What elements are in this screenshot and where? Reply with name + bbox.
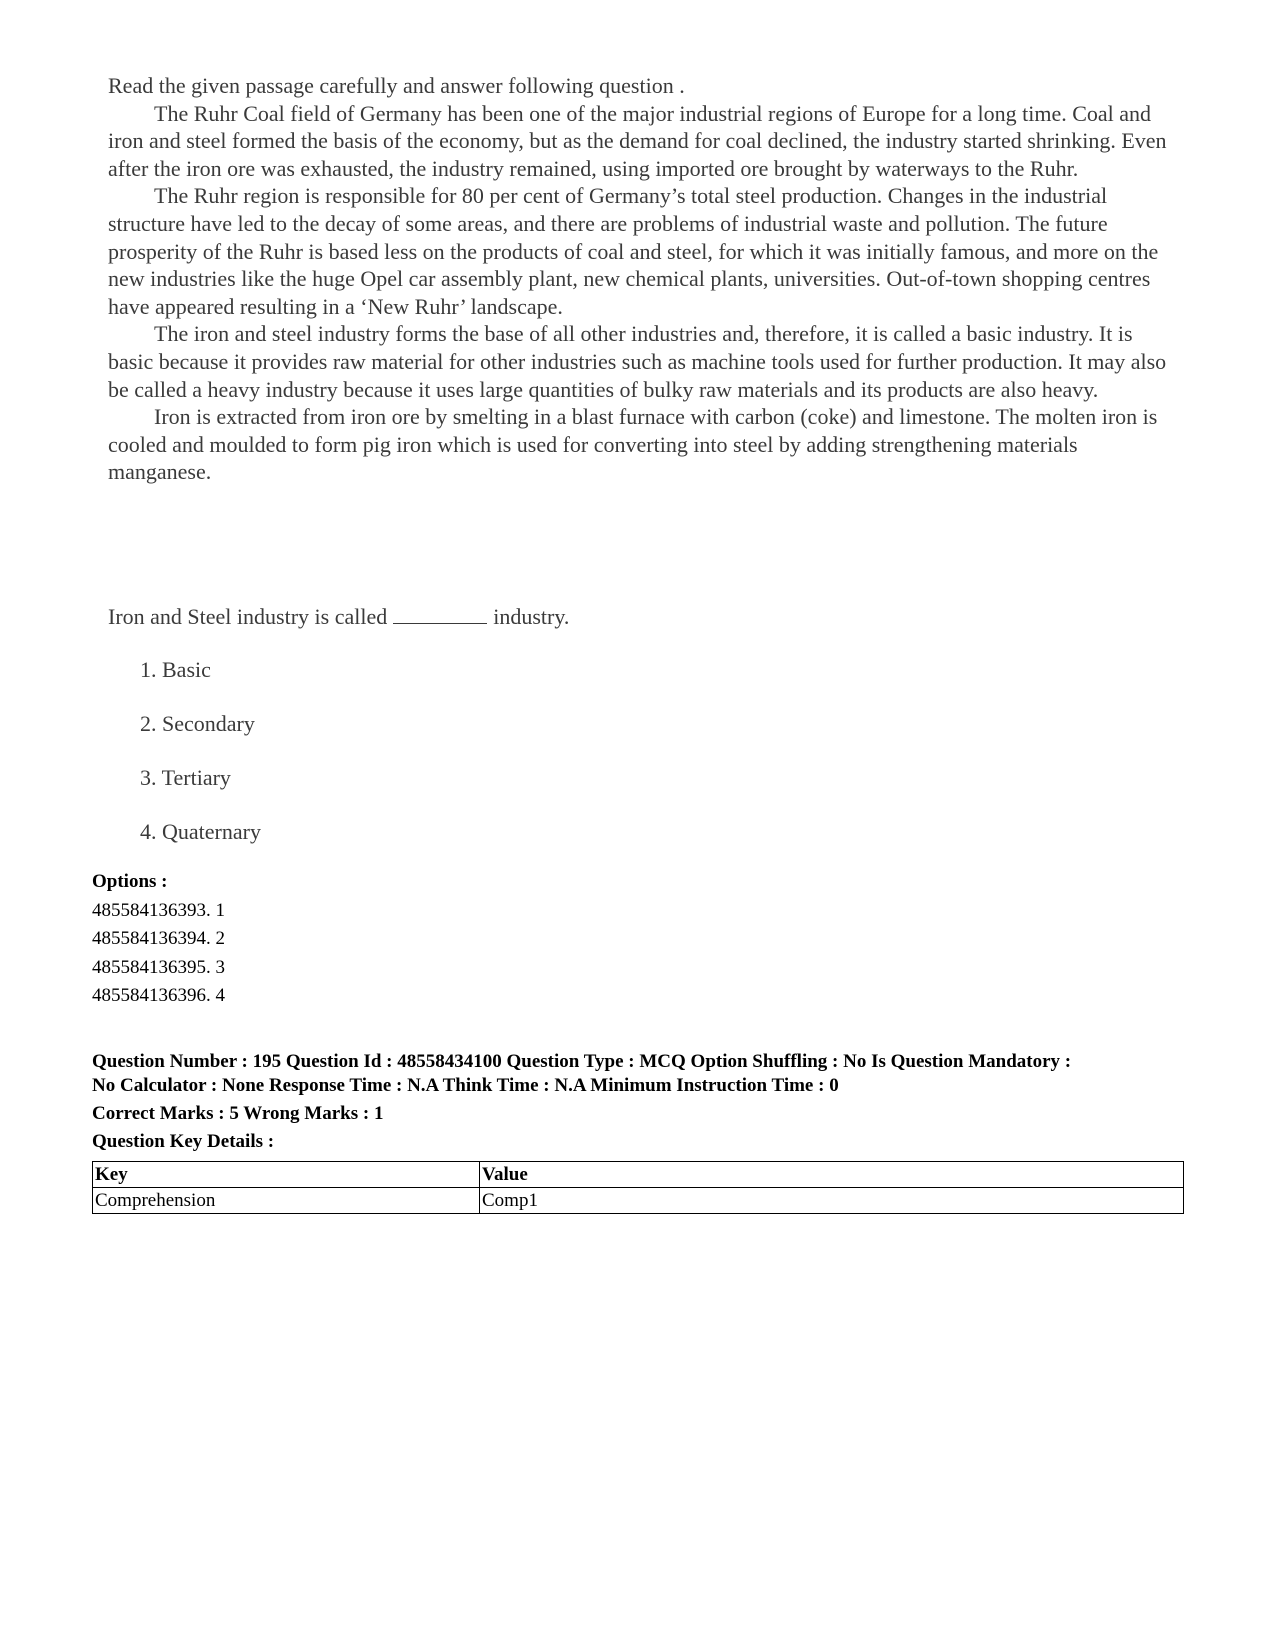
choice-1: 1. Basic bbox=[140, 657, 211, 682]
question-stem bbox=[108, 604, 569, 630]
passage-paragraph-1: The Ruhr Coal field of Germany has been one of the major industrial regions of Europe for a long time. Coal and iron and steel formed the basis of the economy, but as the demand for coal declined, the industry started shrinking. Even after the iron ore was exhausted, the industry remained, using imported ore brought by waterways to the Ruhr. bbox=[108, 100, 1167, 181]
option-item-2: 485584136394. 2 bbox=[92, 928, 225, 949]
question-meta bbox=[92, 1050, 1182, 1154]
passage-image bbox=[108, 72, 1178, 486]
key-details-table bbox=[92, 1161, 1184, 1214]
options-block bbox=[92, 868, 225, 1011]
choice-list bbox=[140, 658, 261, 874]
choice-3: 3. Tertiary bbox=[140, 765, 231, 790]
key-details-heading: Question Key Details : bbox=[92, 1131, 275, 1152]
table-row bbox=[93, 1188, 1184, 1214]
answer-blank bbox=[393, 605, 487, 624]
table-header-value: Value bbox=[480, 1162, 1184, 1188]
table-header-key: Key bbox=[93, 1162, 480, 1188]
question-stem-before: Iron and Steel industry is called bbox=[108, 604, 388, 629]
table-header-row bbox=[93, 1162, 1184, 1188]
option-item-3: 485584136395. 3 bbox=[92, 956, 225, 978]
table-cell-key: Comprehension bbox=[93, 1188, 480, 1214]
meta-line-1: Question Number : 195 Question Id : 48558434100 Question Type : MCQ Option Shuffling : No Is Question Mandatory : bbox=[92, 1051, 1072, 1072]
option-item-1: 485584136393. 1 bbox=[92, 899, 225, 921]
question-stem-after: industry. bbox=[493, 604, 570, 629]
passage-paragraph-3: The iron and steel industry forms the base of all other industries and, therefore, it is called a basic industry. It is basic because it provides raw material for other industries such as machine tools used for further production. It may also be called a heavy industry because it uses large quantities of bulky raw materials and its products are also heavy. bbox=[108, 321, 1167, 402]
passage-intro: Read the given passage carefully and answer following question . bbox=[108, 73, 685, 98]
options-heading: Options : bbox=[92, 871, 168, 892]
passage-paragraph-4: Iron is extracted from iron ore by smelting in a blast furnace with carbon (coke) and limestone. The molten iron is cooled and moulded to form pig iron which is used for converting into steel by adding strengthening materials manganese. bbox=[108, 404, 1158, 485]
option-item-4: 485584136396. 4 bbox=[92, 985, 225, 1006]
marks-line: Correct Marks : 5 Wrong Marks : 1 bbox=[92, 1103, 384, 1124]
passage-paragraph-2: The Ruhr region is responsible for 80 per cent of Germany’s total steel production. Changes in the industrial structure have led to the decay of some areas, and there are problems of industrial waste and pollution. The future prosperity of the Ruhr is based less on the products of coal and steel, for which it was initially famous, and more on the new industries like the huge Opel car assembly plant, new chemical plants, universities. Out-of-town shopping centres have appeared resulting in a ‘New Ruhr’ landscape. bbox=[108, 183, 1159, 319]
choice-2: 2. Secondary bbox=[140, 711, 255, 736]
table-cell-value: Comp1 bbox=[480, 1188, 1184, 1214]
meta-line-2: No Calculator : None Response Time : N.A Think Time : N.A Minimum Instruction Time : 0 bbox=[92, 1075, 839, 1096]
choice-4: 4. Quaternary bbox=[140, 819, 261, 844]
